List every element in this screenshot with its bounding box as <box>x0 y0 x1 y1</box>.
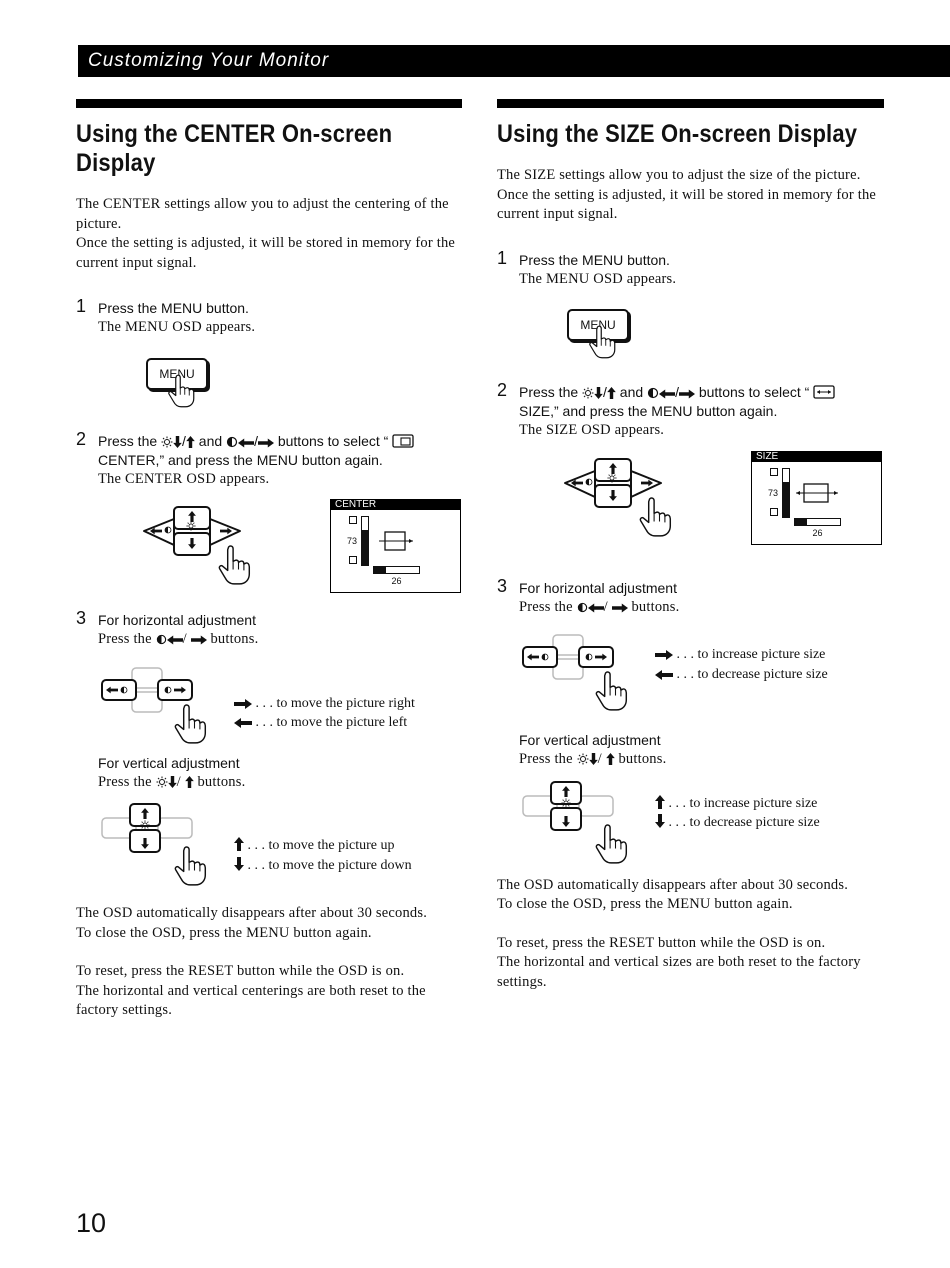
brightness-icon <box>582 387 594 399</box>
size-section <box>497 99 884 992</box>
arrow-up-icon <box>186 436 195 448</box>
center-osd-graphic-icon <box>377 528 417 556</box>
size-step-3 <box>497 575 884 874</box>
control-pad-horizontal-icon <box>98 664 218 750</box>
text-part: buttons to select “ <box>273 432 389 449</box>
arrow-left-icon <box>238 438 254 448</box>
size-close-1: The OSD automatically disappears after about 30 seconds. <box>497 876 849 893</box>
step-2-instruction: Press the / and / buttons to select “ CENTER,” and press the MENU button again. <box>98 432 462 470</box>
osd-down-mark <box>349 556 357 564</box>
step-number: 1 <box>497 247 508 268</box>
brightness-icon <box>577 753 589 765</box>
horizontal-heading: For horizontal adjustment <box>98 612 256 628</box>
vertical-legend <box>655 794 820 833</box>
legend-up: . . . to move the picture up <box>247 838 395 853</box>
vertical-heading: For vertical adjustment <box>98 754 240 771</box>
size-step-1 <box>497 247 884 378</box>
vertical-figure <box>98 792 462 896</box>
size-step-2 <box>497 380 884 575</box>
arrow-down-icon <box>173 436 182 448</box>
text-part: Press the <box>98 773 156 790</box>
arrow-left-icon <box>659 389 675 399</box>
arrow-left-icon <box>167 635 183 645</box>
center-step-3 <box>76 608 462 896</box>
contrast-icon <box>226 436 238 448</box>
osd-title: SIZE <box>752 452 881 462</box>
osd-horizontal-bar <box>373 566 420 574</box>
size-reset-1: To reset, press the RESET button while the OSD is on. <box>497 934 826 951</box>
step-1-result: The MENU OSD appears. <box>519 270 677 287</box>
legend-decrease: . . . to decrease picture size <box>676 666 828 682</box>
center-reset-1: To reset, press the RESET button while the OSD is on. <box>76 963 405 979</box>
text-part: buttons. <box>614 751 667 767</box>
brightness-icon <box>161 436 173 448</box>
horizontal-figure <box>519 617 884 731</box>
arrow-down-icon <box>168 776 177 788</box>
center-reset-2: The horizontal and vertical centerings are both reset to the factory settings. <box>76 982 426 1018</box>
text-part: Press the <box>98 631 156 647</box>
text-part: buttons. <box>206 631 259 647</box>
center-title: Using the CENTER On-screen Display <box>76 120 393 177</box>
step-number: 2 <box>76 428 87 449</box>
size-step-2-figure <box>519 441 884 575</box>
osd-vertical-value: 73 <box>347 536 358 546</box>
size-close-2: To close the OSD, press the MENU button again. <box>497 896 793 912</box>
size-osd-panel <box>751 451 882 545</box>
control-pad-horizontal-icon <box>519 631 639 717</box>
contrast-icon <box>156 634 167 645</box>
center-step-2-figure <box>98 489 462 607</box>
size-intro-1: The SIZE settings allow you to adjust the size of the picture. <box>497 167 861 183</box>
arrow-down-icon <box>234 857 244 871</box>
horizontal-instruction: Press the / buttons. <box>98 631 259 647</box>
page-number: 10 <box>76 1208 107 1238</box>
osd-horizontal-value: 26 <box>391 576 402 586</box>
text-part: buttons. <box>193 773 246 790</box>
step-2-result: The SIZE OSD appears. <box>519 422 665 438</box>
horizontal-heading: For horizontal adjustment <box>519 579 677 596</box>
osd-vertical-value: 73 <box>768 487 779 498</box>
menu-button[interactable]: MENU <box>567 309 629 341</box>
center-osd-panel <box>330 499 461 593</box>
vertical-figure <box>519 770 884 874</box>
arrow-right-icon <box>679 389 695 399</box>
legend-increase: . . . to increase picture size <box>668 795 818 811</box>
legend-decrease: . . . to decrease picture size <box>668 815 820 830</box>
menu-button-figure <box>519 289 884 377</box>
osd-up-mark <box>770 468 778 476</box>
step-1-instruction: Press the MENU button. <box>519 251 670 268</box>
legend-right: . . . to move the picture right <box>255 695 415 711</box>
size-reset-2: The horizontal and vertical sizes are both reset to the factory settings. <box>497 954 861 990</box>
size-title: Using the SIZE On-screen Display <box>497 120 858 148</box>
text-part: and <box>194 432 227 449</box>
arrow-left-icon <box>588 603 604 613</box>
step-1-instruction: Press the MENU button. <box>98 300 249 316</box>
section-header: Customizing Your Monitor <box>78 45 950 77</box>
contrast-icon <box>647 387 659 399</box>
vertical-legend <box>234 836 412 875</box>
arrow-up-icon <box>606 753 615 765</box>
size-intro-2: Once the setting is adjusted, it will be stored in memory for the current input signal. <box>497 186 877 222</box>
step-number: 3 <box>497 575 508 596</box>
center-intro-1: The CENTER settings allow you to adjust the centering of the picture. <box>76 196 449 232</box>
control-pad-icon <box>140 503 260 593</box>
control-pad-vertical-icon <box>519 778 639 870</box>
legend-left: . . . to move the picture left <box>255 715 408 730</box>
step-2-result: The CENTER OSD appears. <box>98 470 270 487</box>
horizontal-legend <box>234 694 415 733</box>
center-step-1 <box>76 296 462 426</box>
center-section <box>76 99 462 1021</box>
section-rule <box>76 99 462 108</box>
step-2-instruction: Press the / and / buttons to select “ SIZE,” and press the MENU button again. <box>519 383 884 421</box>
text-part: CENTER,” and press the MENU button again. <box>98 451 383 468</box>
menu-button[interactable]: MENU <box>146 358 208 390</box>
control-pad-vertical-icon <box>98 800 218 892</box>
text-part: SIZE,” and press the MENU button again. <box>519 403 778 419</box>
osd-up-mark <box>349 516 357 524</box>
step-number: 2 <box>497 380 508 400</box>
arrow-right-icon <box>234 699 252 709</box>
osd-horizontal-bar <box>794 518 841 526</box>
center-close-2: To close the OSD, press the MENU button again. <box>76 924 372 941</box>
arrow-down-icon <box>594 387 603 399</box>
osd-title: CENTER <box>331 500 460 510</box>
arrow-right-icon <box>612 603 628 613</box>
arrow-down-icon <box>589 753 598 765</box>
arrow-up-icon <box>185 776 194 788</box>
osd-vertical-bar <box>361 516 369 566</box>
size-osd-icon <box>813 385 835 399</box>
center-step-2 <box>76 428 462 608</box>
vertical-instruction: Press the / buttons. <box>519 751 667 767</box>
center-osd-icon <box>392 434 414 448</box>
center-intro-2: Once the setting is adjusted, it will be stored in memory for the current input signal. <box>76 235 456 271</box>
text-part: buttons to select “ <box>694 384 810 400</box>
text-part: Press the <box>98 432 162 449</box>
arrow-right-icon <box>191 635 207 645</box>
legend-down: . . . to move the picture down <box>247 857 412 873</box>
arrow-right-icon <box>655 650 673 660</box>
text-part: Press the <box>519 384 583 400</box>
hand-pointer-icon <box>587 325 617 359</box>
step-number: 3 <box>76 608 87 628</box>
osd-vertical-bar <box>782 468 790 518</box>
size-osd-graphic-icon <box>794 480 842 508</box>
step-1-result: The MENU OSD appears. <box>98 319 256 335</box>
contrast-icon <box>577 602 588 613</box>
text-part: buttons. <box>627 598 680 615</box>
osd-down-mark <box>770 508 778 516</box>
arrow-up-icon <box>655 795 665 809</box>
center-close-1: The OSD automatically disappears after about 30 seconds. <box>76 905 428 921</box>
arrow-up-icon <box>607 387 616 399</box>
arrow-left-icon <box>234 718 252 728</box>
vertical-instruction: Press the / buttons. <box>98 773 246 790</box>
osd-horizontal-value: 26 <box>812 527 823 538</box>
text-part: Press the <box>519 598 577 615</box>
arrow-up-icon <box>234 837 244 851</box>
arrow-right-icon <box>258 438 274 448</box>
arrow-down-icon <box>655 814 665 828</box>
horizontal-figure <box>98 650 462 754</box>
brightness-icon <box>156 776 168 788</box>
hand-pointer-icon <box>166 374 196 408</box>
horizontal-instruction: Press the / buttons. <box>519 598 680 615</box>
vertical-heading: For vertical adjustment <box>519 732 661 748</box>
section-rule <box>497 99 884 108</box>
text-part: Press the <box>519 751 577 767</box>
step-number: 1 <box>76 296 87 316</box>
horizontal-legend <box>655 645 828 684</box>
control-pad-icon <box>561 455 681 545</box>
menu-button-figure <box>98 338 462 426</box>
text-part: and <box>615 384 648 400</box>
arrow-left-icon <box>655 670 673 680</box>
legend-increase: . . . to increase picture size <box>676 647 826 662</box>
